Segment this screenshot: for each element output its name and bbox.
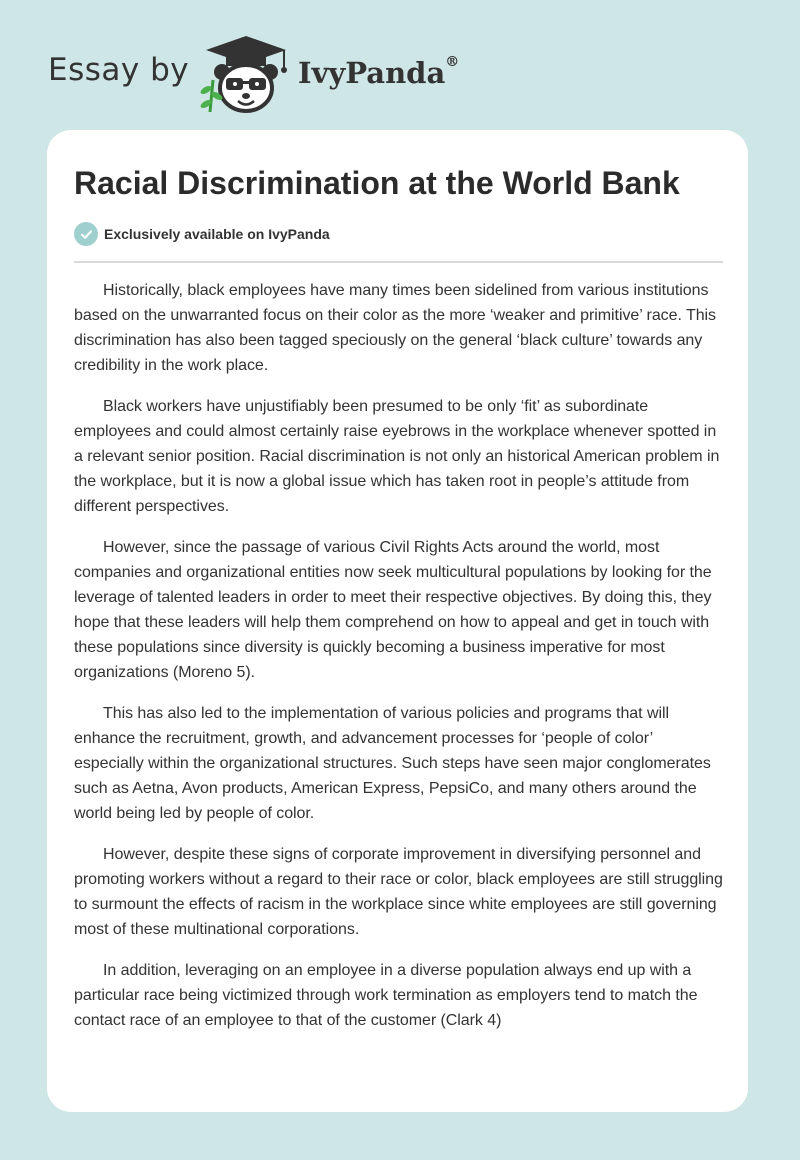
paragraph: However, since the passage of various Civil Rights Acts around the world, most companies and organizational entities now seek multicultural populations by looking for the leverage of talented leaders in order to meet their respective objectives. By doing this, they hope that these leaders will help them comprehend on how to appeal and get in touch with these populations since diversity is quickly becoming a business imperative for most organizations (Moreno 5).	[74, 539, 712, 681]
paragraph: This has also led to the implementation of various policies and programs that will enhance the recruitment, growth, and advancement processes for ‘people of color’ especially within the organizational structures. Such steps have seen major conglomerates such as Aetna, Avon products, American Express, PepsiCo, and many others around the world being led by people of color.	[74, 705, 711, 822]
divider	[74, 261, 723, 263]
check-icon	[74, 222, 98, 246]
brand-name-text: IvyPanda	[298, 56, 446, 90]
brand-name[interactable]	[298, 56, 459, 90]
panda-logo-icon[interactable]	[200, 34, 292, 114]
paragraph: However, despite these signs of corporate improvement in diversifying personnel and promoting workers without a regard to their race or color, black employees are still struggling to surmount the effects of racism in the workplace since white employees are still governing most of these multinational corporations.	[74, 846, 723, 938]
brand-prefix: Essay by	[48, 52, 190, 88]
paragraph: Black workers have unjustifiably been presumed to be only ‘fit’ as subordinate employees and could almost certainly raise eyebrows in the workplace whenever spotted in a relevant senior position. Racial discrimination is not only an historical American problem in the workplace, but it is now a global issue which has taken root in people’s attitude from different perspectives.	[74, 398, 720, 515]
exclusive-badge	[74, 222, 330, 246]
essay-card	[47, 130, 748, 1112]
paragraph: In addition, leveraging on an employee in a diverse population always end up with a particular race being victimized through work termination as employers tend to match the contact race of an employee to that of the customer (Clark 4)	[74, 962, 698, 1029]
essay-body	[74, 278, 724, 1049]
page-title: Racial Discrimination at the World Bank	[74, 165, 680, 201]
paragraph: Historically, black employees have many times been sidelined from various institutions based on the unwarranted focus on their color as the more ‘weaker and primitive’ race. This discrimination has also been tagged speciously on the general ‘black culture’ towards any credibility in the work place.	[74, 282, 717, 374]
exclusive-badge-label: Exclusively available on IvyPanda	[104, 226, 330, 242]
site-header	[0, 0, 800, 130]
registered-mark: ®	[445, 54, 460, 70]
